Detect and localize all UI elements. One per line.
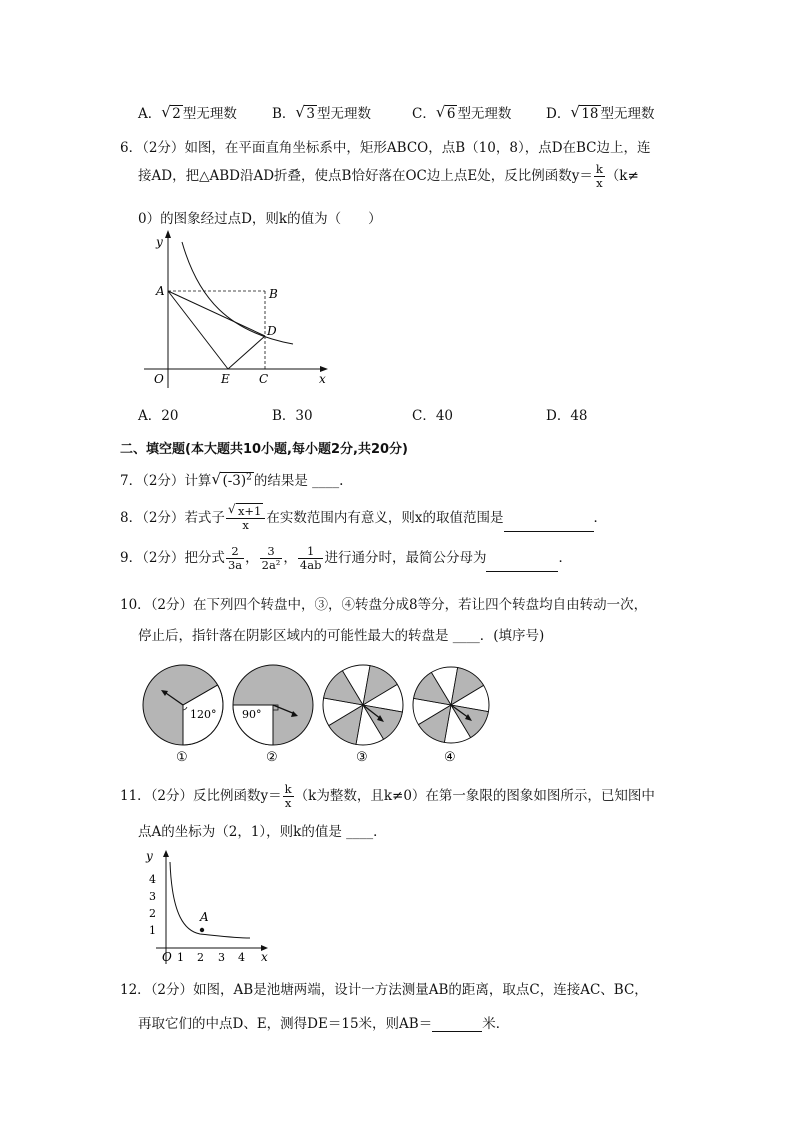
section-2-title: 二、填空题(本大题共10小题,每小题2分,共20分) [120, 442, 408, 457]
segment-ed [228, 336, 265, 369]
segment-ae [168, 291, 228, 369]
q11-y-tick-1: 1 [149, 924, 156, 937]
q6-line2: 接AD，把△ABD沿AD折叠，使点B恰好落在OC边上点E处，反比例函数y＝ $\frac{k}{x}$ （k≠ [138, 162, 639, 190]
q11-x-tick-1: 1 [177, 951, 184, 964]
q11-y-label: y [146, 849, 153, 863]
q5-option-a: A． √ 2 型无理数 [138, 103, 237, 122]
q8-line: 8．（2分）若式子 √ x+1 x 在实数范围内有意义，则x的取值范围是 ． [120, 502, 608, 532]
q9-answer-blank[interactable] [486, 557, 558, 572]
wheel-3-caption: ③ [356, 750, 368, 765]
q11-origin: O [162, 950, 172, 964]
wheel-4 [413, 667, 489, 765]
q12-line2: 再取它们的中点D、E，测得DE＝15米，则AB＝ 米． [138, 1016, 510, 1032]
q11-x-tick-3: 3 [218, 951, 225, 964]
wheel-2 [233, 665, 313, 765]
q5-option-b: B． √ 3 型无理数 [272, 103, 372, 122]
x-label: x [319, 372, 326, 386]
q12-line1: 12．（2分）如图，AB是池塘两端，设计一方法测量AB的距离，取点C，连接AC、BC， [120, 982, 648, 998]
q11-y-tick-2: 2 [149, 907, 156, 920]
y-axis-arrow [165, 230, 171, 238]
point-d-label: D [267, 324, 277, 338]
q5-option-d: D． √ 18 型无理数 [546, 103, 655, 122]
q6-option-d: D．48 [546, 408, 588, 424]
q11-point-a [200, 928, 204, 932]
q6-figure [138, 228, 338, 390]
q6-option-a: A．20 [138, 408, 179, 424]
q11-x-tick-4: 4 [238, 951, 245, 964]
wheel-2-angle-label: 90° [242, 708, 262, 721]
q11-x-tick-2: 2 [197, 951, 204, 964]
q11-line2: 点A的坐标为（2，1），则k的值是 ____． [138, 824, 387, 840]
q6-line3: 0）的图象经过点D，则k的值为（ ） [138, 211, 382, 227]
point-b-label: B [269, 287, 278, 301]
segment-ad [168, 291, 265, 336]
point-c-label: C [259, 372, 269, 386]
wheel-1-caption: ① [176, 750, 188, 765]
q11-line1: 11．（2分）反比例函数y＝ $\frac{k}{x}$ （k为整数，且k≠0）在第一象限的图象如图所示，已知图中 [120, 782, 655, 810]
q10-line2: 停止后，指针落在阴影区域内的可能性最大的转盘是 ____．(填序号) [138, 628, 545, 644]
q10-wheels [140, 656, 492, 768]
q8-answer-blank[interactable] [504, 517, 594, 532]
point-a-label: A [156, 284, 165, 298]
q11-figure [140, 846, 280, 968]
point-e-label: E [221, 372, 230, 386]
q6-line1: 6．（2分）如图，在平面直角坐标系中，矩形ABCO，点B（10，8），点D在BC边上，连 [120, 140, 651, 156]
q11-y-tick-3: 3 [149, 890, 156, 903]
q12-answer-blank[interactable] [432, 1017, 482, 1032]
y-label: y [156, 235, 163, 249]
q6-option-c: C．40 [412, 408, 454, 424]
q10-line1: 10．（2分）在下列四个转盘中，③，④转盘分成8等分，若让四个转盘均自由转动一次， [120, 597, 648, 613]
wheel-1 [143, 665, 223, 765]
wheel-2-caption: ② [266, 750, 278, 765]
q11-y-tick-4: 4 [149, 873, 156, 886]
q9-line: 9．（2分）把分式 $\frac{2}{3a}$ ， $\frac{3}{\text{2a²}}$ ， $\frac{1}{4ab}$ 进行通分时，最简公分母为 ． [120, 544, 572, 572]
q5-option-c: C． √ 6 型无理数 [412, 103, 512, 122]
wheel-3 [323, 665, 403, 765]
q7-line: 7．（2分）计算 √ $(-3)^2$ 的结果是 ____. [120, 469, 344, 489]
q11-point-a-label: A [200, 910, 209, 924]
origin-label: O [154, 372, 164, 386]
q11-hyperbola [170, 862, 250, 938]
wheel-4-caption: ④ [444, 750, 456, 765]
q11-x-label: x [261, 950, 268, 964]
wheel-1-angle-label: 120° [190, 708, 217, 721]
q6-option-b: B．30 [272, 408, 313, 424]
